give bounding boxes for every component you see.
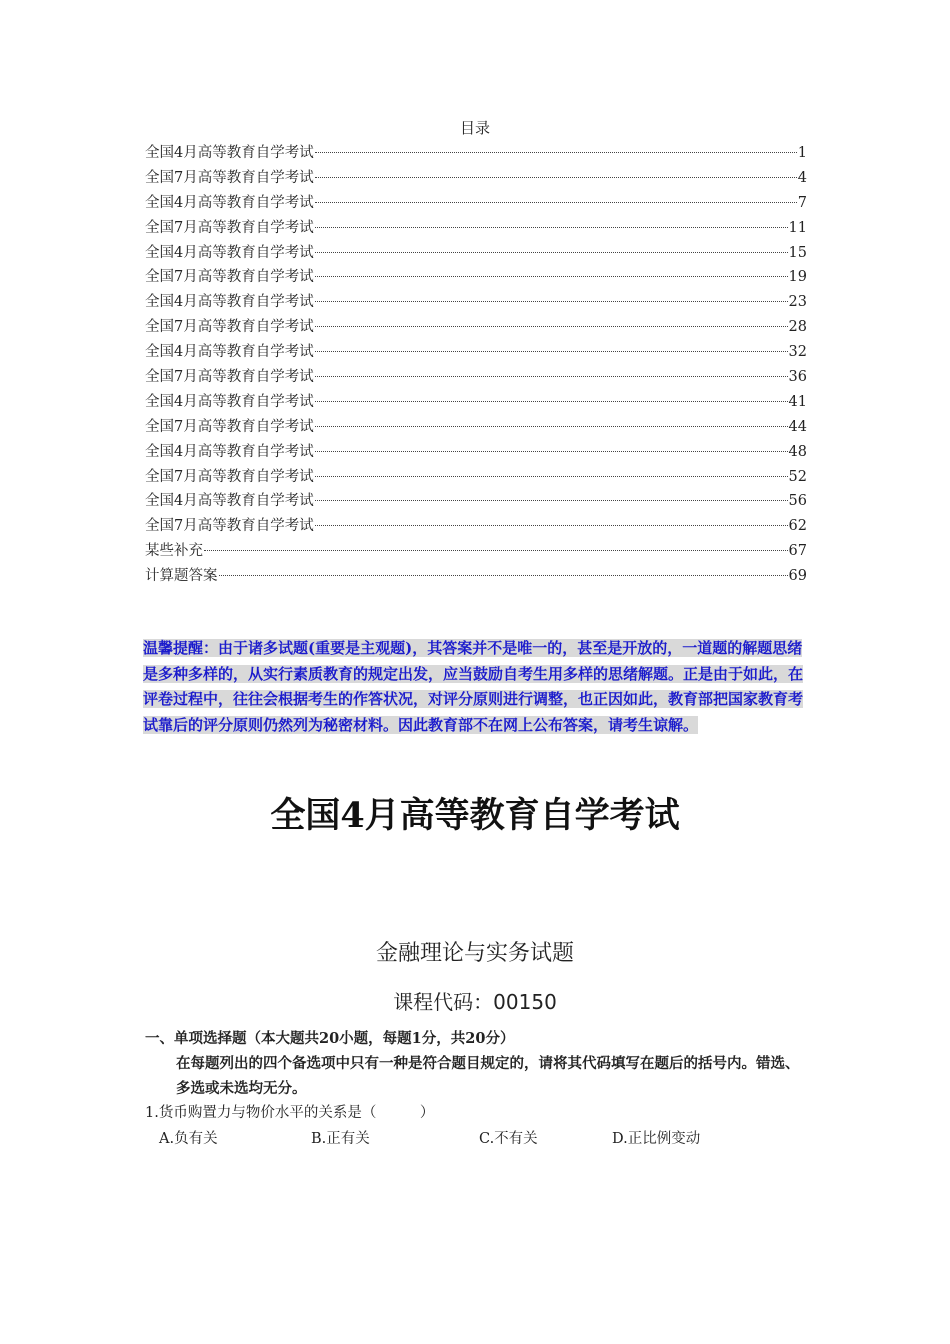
course-code: 课程代码：00150: [393, 990, 557, 1014]
toc-entry[interactable]: [145, 265, 807, 290]
table-of-contents: [145, 141, 807, 589]
toc-entry-page: 62: [788, 518, 807, 535]
toc-entry-page: 15: [788, 244, 807, 261]
toc-entry-page: 19: [788, 269, 807, 286]
toc-title: 目录: [459, 119, 490, 137]
toc-dot-leader: [315, 176, 797, 178]
question-text: 1.货币购置力与物价水平的关系是（ ）: [145, 1105, 435, 1121]
toc-entry-label: 全国4月高等教育自学考试: [145, 344, 314, 361]
option-b: B.正有关: [311, 1131, 370, 1147]
toc-entry-label: 全国4月高等教育自学考试: [145, 145, 314, 161]
toc-dot-leader: [315, 151, 797, 153]
toc-entry-label: 全国7月高等教育自学考试: [145, 319, 314, 336]
toc-entry[interactable]: [145, 340, 807, 365]
section-title: 一、单项选择题（本大题共20小题，每题1分，共20分）: [145, 1030, 515, 1047]
toc-entry-page: 48: [788, 443, 807, 460]
toc-entry-label: 全国7月高等教育自学考试: [145, 518, 314, 535]
toc-dot-leader: [315, 226, 788, 228]
toc-entry-label: 全国7月高等教育自学考试: [145, 369, 314, 386]
toc-entry-label: 全国4月高等教育自学考试: [145, 443, 314, 460]
toc-entry-label: 全国4月高等教育自学考试: [145, 194, 314, 211]
toc-entry-label: 全国4月高等教育自学考试: [145, 393, 314, 410]
toc-entry[interactable]: [145, 191, 807, 216]
toc-entry[interactable]: [145, 465, 807, 490]
toc-entry-page: 41: [788, 393, 807, 410]
toc-entry-label: 全国4月高等教育自学考试: [145, 244, 314, 261]
toc-dot-leader: [315, 475, 788, 477]
section-instruction: 在每题列出的四个备选项中只有一种是符合题目规定的，请将其代码填写在题后的括号内。错选、多选或未选均无分。: [176, 1055, 800, 1097]
option-c: C.不有关: [479, 1131, 538, 1147]
toc-dot-leader: [315, 450, 788, 452]
toc-dot-leader: [315, 499, 788, 501]
toc-entry[interactable]: [145, 564, 807, 589]
toc-entry[interactable]: [145, 514, 807, 539]
toc-dot-leader: [315, 201, 797, 203]
toc-dot-leader: [315, 425, 788, 427]
toc-entry-page: 69: [788, 568, 807, 585]
toc-entry[interactable]: [145, 440, 807, 465]
notice-text: 温馨提醒：由于诸多试题(重要是主观题)，其答案并不是唯一的，甚至是开放的，一道题的解题思绪是多种多样的，从实行素质教育的规定出发，应当鼓励自考生用多样的思绪解题。正是由于如此，在评卷过程中，往往会根据考生的作答状况，对评分原则进行调整，也正因如此，教育部把国家教育考试靠后的评分原则仍然列为秘密材料。因此教育部不在网上公布答案，请考生谅解。: [143, 639, 804, 734]
toc-dot-leader: [315, 275, 788, 277]
toc-dot-leader: [315, 350, 788, 352]
toc-entry[interactable]: [145, 241, 807, 266]
toc-entry-page: 36: [788, 369, 807, 386]
toc-entry-page: 56: [788, 493, 807, 510]
toc-entry-page: 23: [788, 294, 807, 311]
toc-entry-page: 67: [788, 543, 807, 560]
exam-heading: 全国4月高等教育自学考试: [270, 795, 680, 836]
toc-entry-label: 全国7月高等教育自学考试: [145, 418, 314, 435]
toc-entry-label: 全国4月高等教育自学考试: [145, 493, 314, 510]
toc-entry-label: 全国7月高等教育自学考试: [145, 269, 314, 286]
toc-entry-page: 1: [797, 145, 807, 161]
toc-entry-page: 4: [797, 169, 807, 186]
toc-dot-leader: [315, 251, 788, 253]
toc-entry[interactable]: [145, 315, 807, 340]
toc-dot-leader: [204, 549, 788, 551]
toc-entry[interactable]: [145, 539, 807, 564]
toc-entry-label: 全国7月高等教育自学考试: [145, 468, 314, 485]
toc-entry-page: 11: [788, 219, 807, 236]
toc-dot-leader: [219, 574, 788, 576]
toc-entry[interactable]: [145, 216, 807, 241]
toc-dot-leader: [315, 300, 788, 302]
toc-entry[interactable]: [145, 290, 807, 315]
toc-entry-label: 某些补充: [145, 543, 203, 560]
option-a: A.负有关: [159, 1131, 218, 1147]
toc-dot-leader: [315, 325, 788, 327]
toc-dot-leader: [315, 524, 788, 526]
option-d: D.正比例变动: [612, 1131, 701, 1147]
toc-entry-page: 44: [788, 418, 807, 435]
toc-entry-label: 全国4月高等教育自学考试: [145, 294, 314, 311]
toc-entry-page: 52: [788, 468, 807, 485]
toc-entry[interactable]: [145, 415, 807, 440]
toc-entry-label: 全国7月高等教育自学考试: [145, 219, 314, 236]
toc-entry-page: 28: [788, 319, 807, 336]
toc-entry-label: 全国7月高等教育自学考试: [145, 169, 314, 186]
toc-entry[interactable]: [145, 489, 807, 514]
toc-entry[interactable]: [145, 390, 807, 415]
toc-entry-page: 7: [797, 194, 807, 211]
toc-entry-page: 32: [788, 344, 807, 361]
exam-subject: 金融理论与实务试题: [375, 941, 574, 966]
notice-paragraph: [143, 636, 807, 738]
toc-entry[interactable]: [145, 365, 807, 390]
toc-entry[interactable]: [145, 141, 807, 166]
toc-dot-leader: [315, 375, 788, 377]
toc-dot-leader: [315, 400, 788, 402]
toc-entry[interactable]: [145, 166, 807, 191]
toc-entry-label: 计算题答案: [145, 568, 218, 585]
